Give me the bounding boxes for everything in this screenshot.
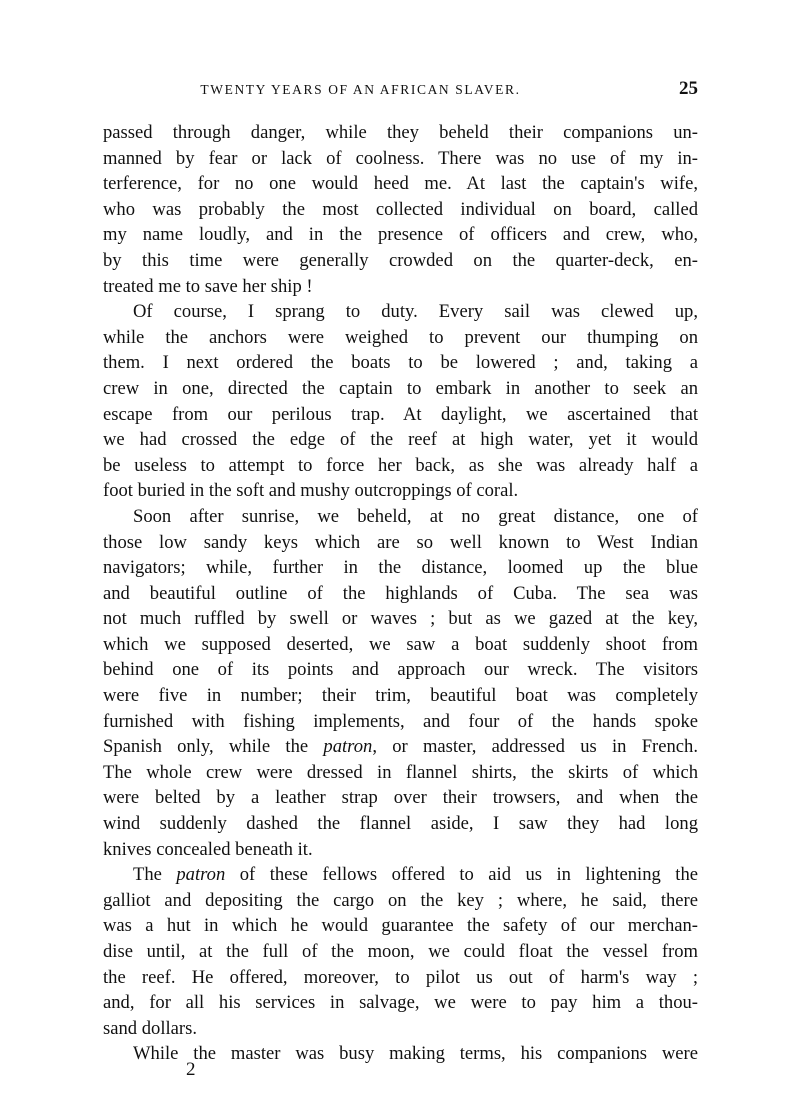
text-line: manned by fear or lack of coolness. There was no use of my in- xyxy=(103,147,698,169)
text-line: by this time were generally crowded on the quarter-deck, en- xyxy=(103,249,698,271)
text-line: and, for all his services in salvage, we were to pay him a thou- xyxy=(103,992,698,1014)
text-line: and beautiful outline of the highlands of Cuba. The sea was xyxy=(103,582,698,604)
text-line: behind one of its points and approach our wreck. The visitors xyxy=(103,659,698,681)
body-text xyxy=(103,120,698,1067)
text-line: treated me to save her ship ! xyxy=(103,275,313,297)
text-line: The whole crew were dressed in flannel shirts, the skirts of which xyxy=(103,761,698,783)
text-line: The patron of these fellows offered to aid us in lightening the xyxy=(133,864,698,886)
text-line: be useless to attempt to force her back, as she was already half a xyxy=(103,454,698,476)
text-line: while the anchors were weighed to prevent our thumping on xyxy=(103,326,698,348)
text-line: were belted by a leather strap over their trowsers, and when the xyxy=(103,787,698,809)
text-line: escape from our perilous trap. At daylight, we ascertained that xyxy=(103,403,698,425)
text-line: which we supposed deserted, we saw a boat suddenly shoot from xyxy=(103,633,698,655)
running-head xyxy=(103,80,698,104)
signature-mark: 2 xyxy=(186,1059,196,1080)
text-line: navigators; while, further in the distance, loomed up the blue xyxy=(103,557,698,579)
text-line: were five in number; their trim, beautiful boat was completely xyxy=(103,685,698,707)
text-line: them. I next ordered the boats to be lowered ; and, taking a xyxy=(103,352,698,374)
text-line: crew in one, directed the captain to embark in another to seek an xyxy=(103,377,698,399)
text-line: dise until, at the full of the moon, we could float the vessel from xyxy=(103,941,698,962)
text-line: was a hut in which he would guarantee the safety of our merchan- xyxy=(103,915,698,937)
text-line: wind suddenly dashed the flannel aside, I saw they had long xyxy=(103,813,698,835)
text-line: those low sandy keys which are so well known to West Indian xyxy=(103,531,698,553)
text-line: Spanish only, while the patron, or master, addressed us in French. xyxy=(103,736,698,758)
text-line: While the master was busy making terms, his companions were xyxy=(133,1043,698,1065)
text-line: furnished with fishing implements, and four of the hands spoke xyxy=(103,710,698,732)
text-line: sand dollars. xyxy=(103,1017,197,1039)
text-line: the reef. He offered, moreover, to pilot us out of harm's way ; xyxy=(103,966,698,988)
text-line: foot buried in the soft and mushy outcroppings of coral. xyxy=(103,480,519,502)
text-line: passed through danger, while they beheld their companions un- xyxy=(103,122,698,143)
text-line: who was probably the most collected individual on board, called xyxy=(103,198,698,220)
text-line: galliot and depositing the cargo on the key ; where, he said, there xyxy=(103,889,698,911)
page-number: 25 xyxy=(679,78,698,99)
text-line: Soon after sunrise, we beheld, at no great distance, one of xyxy=(133,505,698,527)
text-line: we had crossed the edge of the reef at high water, yet it would xyxy=(103,429,698,451)
text-line: Of course, I sprang to duty. Every sail was clewed up, xyxy=(133,301,698,323)
running-title: TWENTY YEARS OF AN AFRICAN SLAVER. xyxy=(200,82,521,97)
text-line: my name loudly, and in the presence of officers and crew, who, xyxy=(103,224,698,246)
text-line: terference, for no one would heed me. At last the captain's wife, xyxy=(103,173,698,195)
text-line: not much ruffled by swell or waves ; but as we gazed at the key, xyxy=(103,608,698,630)
text-line: knives concealed beneath it. xyxy=(103,838,313,860)
